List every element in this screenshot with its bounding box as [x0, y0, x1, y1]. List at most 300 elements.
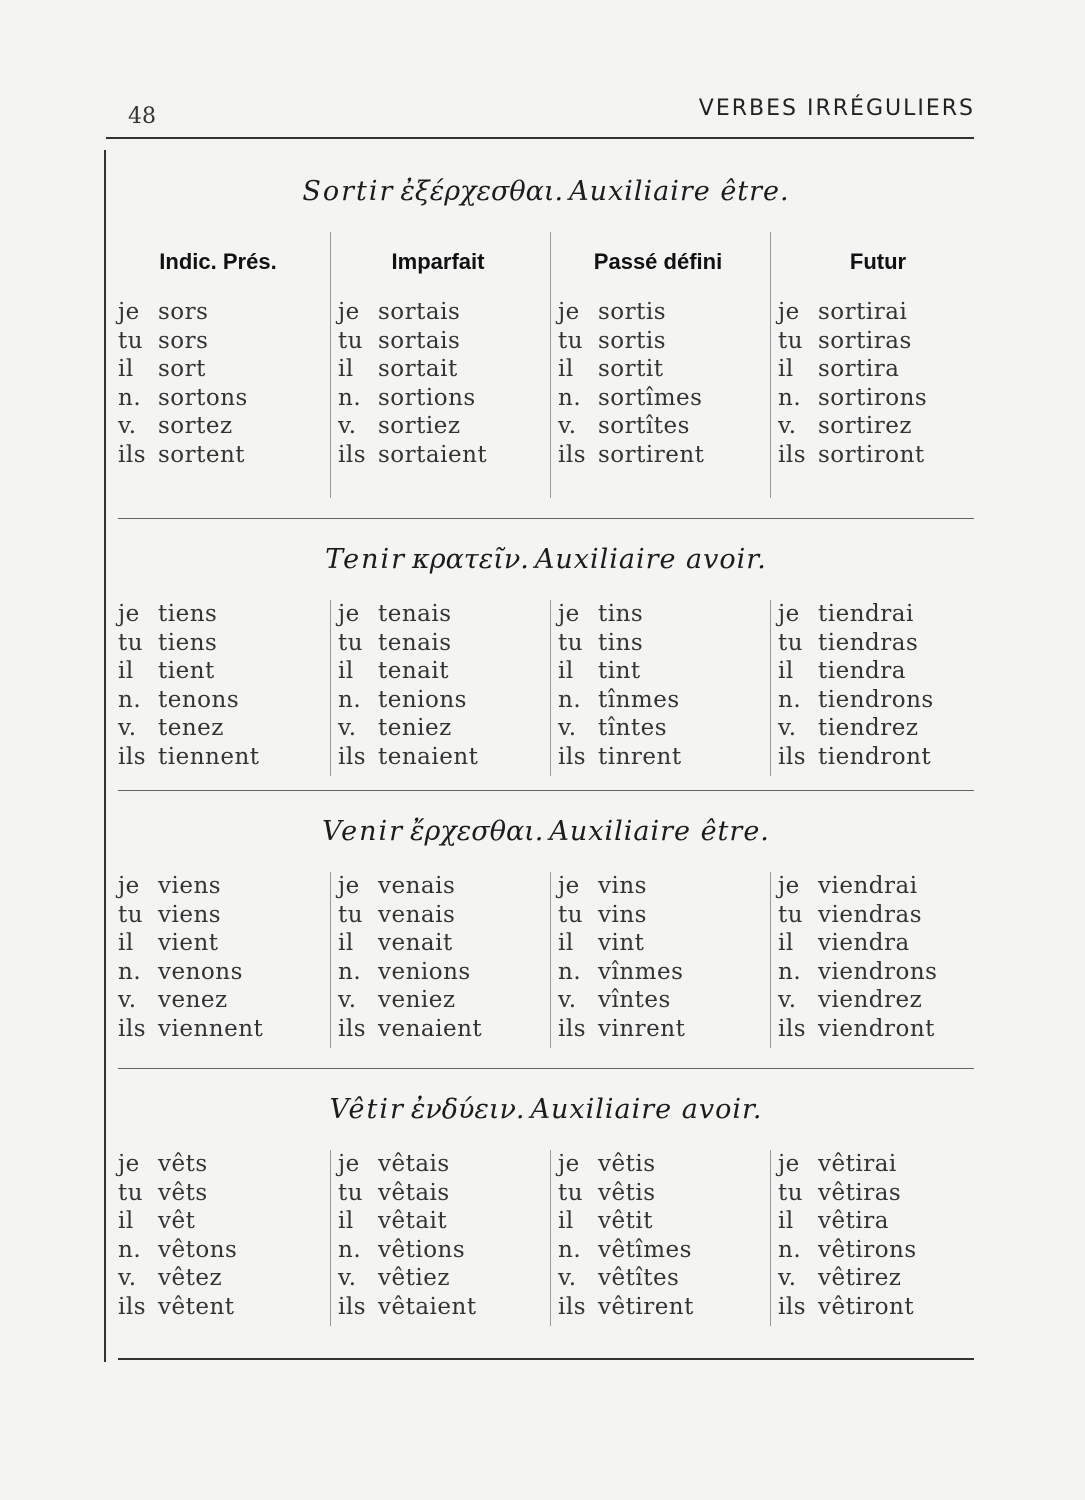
- tense-column: [558, 872, 758, 1043]
- conjugation-row: [118, 929, 318, 958]
- pronoun: ils: [778, 441, 807, 468]
- pronoun: n.: [338, 1236, 362, 1263]
- verb-form: sortions: [378, 384, 476, 411]
- verb-form: sort: [158, 356, 206, 382]
- conjugation-row: [338, 441, 538, 470]
- conjugation-row: [778, 743, 978, 772]
- pronoun: ils: [558, 1015, 587, 1042]
- conjugation-list: [338, 298, 538, 469]
- tense-column: [118, 1150, 318, 1321]
- pronoun: ils: [118, 743, 147, 770]
- conjugation-row: [338, 1207, 538, 1236]
- conjugation-row: [118, 1264, 318, 1293]
- verb-form: tins: [598, 629, 644, 656]
- verb-form: vêt: [158, 1208, 196, 1234]
- verb-form: vient: [158, 930, 219, 956]
- conjugation-row: [118, 872, 318, 901]
- verb-form: vêtîmes: [598, 1236, 692, 1263]
- conjugation-row: [778, 1207, 978, 1236]
- conjugation-row: [338, 901, 538, 930]
- tense-column: [778, 242, 978, 469]
- column-divider: [330, 232, 331, 498]
- tense-column: [778, 600, 978, 771]
- conjugation-list: [118, 600, 318, 771]
- tense-column: [338, 872, 538, 1043]
- pronoun: v.: [338, 715, 357, 741]
- column-header: Futur: [849, 249, 907, 274]
- conjugation-list: [778, 872, 978, 1043]
- conjugation-row: [558, 901, 758, 930]
- verb-form: vêtent: [158, 1293, 235, 1320]
- verb-form: tînmes: [598, 686, 680, 713]
- pronoun: il: [118, 930, 134, 956]
- verb-form: vint: [598, 930, 645, 956]
- greek-translation: ἐξέρχεσθαι.: [400, 176, 564, 207]
- conjugation-row: [558, 355, 758, 384]
- verb-form: tenais: [378, 629, 452, 656]
- conjugation-row: [118, 743, 318, 772]
- conjugation-row: [558, 327, 758, 356]
- column-header: Indic. Prés.: [159, 249, 277, 274]
- verb-form: tenons: [158, 686, 240, 713]
- pronoun: ils: [558, 743, 587, 770]
- conjugation-row: [778, 600, 978, 629]
- conjugation-list: [118, 1150, 318, 1321]
- header-rule: [106, 137, 974, 139]
- pronoun: v.: [118, 413, 137, 439]
- pronoun: tu: [338, 901, 364, 928]
- pronoun: v.: [338, 987, 357, 1013]
- conjugation-list: [778, 600, 978, 771]
- verb-form: sortirons: [818, 384, 928, 411]
- pronoun: il: [558, 658, 574, 684]
- frame-bottom-rule: [118, 1358, 974, 1360]
- pronoun: n.: [338, 958, 362, 985]
- pronoun: il: [118, 1208, 134, 1234]
- conjugation-row: [558, 1207, 758, 1236]
- pronoun: il: [558, 356, 574, 382]
- conjugation-row: [118, 1015, 318, 1044]
- conjugation-row: [778, 686, 978, 715]
- pronoun: ils: [778, 743, 807, 770]
- verb-form: teniez: [378, 715, 452, 741]
- tense-column: [338, 1150, 538, 1321]
- pronoun: tu: [118, 629, 144, 656]
- pronoun: je: [558, 601, 580, 627]
- conjugation-row: [558, 629, 758, 658]
- conjugation-row: [118, 1207, 318, 1236]
- verb-form: sortis: [598, 299, 667, 325]
- pronoun: tu: [778, 901, 804, 928]
- verb-form: viennent: [158, 1015, 264, 1042]
- conjugation-row: [338, 1293, 538, 1322]
- verb-form: venait: [378, 930, 453, 956]
- verb-form: tenez: [158, 715, 224, 741]
- tense-column: [118, 242, 318, 469]
- conjugation-row: [338, 714, 538, 743]
- conjugation-row: [338, 1179, 538, 1208]
- pronoun: n.: [118, 958, 142, 985]
- pronoun: n.: [558, 1236, 582, 1263]
- conjugation-row: [118, 958, 318, 987]
- verb-section-sortir: [106, 150, 986, 518]
- conjugation-list: [558, 1150, 758, 1321]
- column-divider: [550, 872, 551, 1048]
- pronoun: je: [778, 299, 800, 325]
- verb-form: sortons: [158, 384, 248, 411]
- conjugation-row: [118, 1150, 318, 1179]
- verb-form: tîntes: [598, 715, 668, 741]
- pronoun: n.: [338, 686, 362, 713]
- pronoun: tu: [558, 327, 584, 354]
- verb-name: Sortir: [302, 176, 395, 207]
- pronoun: je: [338, 299, 360, 325]
- verb-section-tenir: [106, 518, 986, 790]
- pronoun: ils: [118, 1293, 147, 1320]
- verb-form: viendras: [818, 901, 923, 928]
- verb-name: Tenir: [325, 544, 406, 575]
- pronoun: ils: [338, 441, 367, 468]
- verb-title: [106, 176, 986, 207]
- pronoun: il: [778, 1208, 794, 1234]
- pronoun: n.: [118, 1236, 142, 1263]
- conjugation-row: [338, 657, 538, 686]
- pronoun: ils: [778, 1293, 807, 1320]
- conjugation-row: [118, 384, 318, 413]
- verb-form: vêtiront: [818, 1293, 915, 1320]
- running-head: VERBES IRRÉGULIERS: [698, 96, 975, 121]
- conjugation-row: [558, 1264, 758, 1293]
- conjugation-row: [778, 958, 978, 987]
- verb-form: venaient: [378, 1015, 483, 1042]
- conjugation-row: [778, 657, 978, 686]
- verb-form: sortez: [158, 413, 233, 439]
- conjugation-row: [338, 384, 538, 413]
- verb-form: sortîtes: [598, 413, 690, 439]
- conjugation-row: [338, 298, 538, 327]
- verb-form: vêtais: [378, 1151, 450, 1177]
- tense-column: [558, 600, 758, 771]
- verb-form: vinrent: [598, 1015, 686, 1042]
- verb-title: [106, 816, 986, 847]
- conjugation-row: [118, 1293, 318, 1322]
- verb-form: viendrai: [818, 873, 918, 899]
- greek-translation: κρατεῖν.: [412, 544, 529, 575]
- verb-form: vêtirons: [818, 1236, 917, 1263]
- verb-section-vêtir: [106, 1068, 986, 1358]
- verb-form: sortaient: [378, 441, 488, 468]
- pronoun: ils: [118, 1015, 147, 1042]
- conjugation-row: [338, 327, 538, 356]
- column-divider: [330, 600, 331, 776]
- pronoun: ils: [118, 441, 147, 468]
- pronoun: v.: [778, 715, 797, 741]
- conjugation-row: [558, 298, 758, 327]
- auxiliary-note: Auxiliaire être.: [569, 176, 790, 207]
- verb-form: vêtiras: [818, 1179, 902, 1206]
- conjugation-row: [118, 1179, 318, 1208]
- verb-form: vêtirai: [818, 1151, 897, 1177]
- conjugation-row: [778, 872, 978, 901]
- verb-form: vêtit: [598, 1208, 653, 1234]
- verb-form: sors: [158, 299, 209, 325]
- conjugation-row: [338, 600, 538, 629]
- conjugation-row: [558, 657, 758, 686]
- pronoun: v.: [778, 413, 797, 439]
- pronoun: il: [778, 658, 794, 684]
- conjugation-list: [338, 600, 538, 771]
- verb-form: sortit: [598, 356, 664, 382]
- verb-form: veniez: [378, 987, 456, 1013]
- conjugation-row: [778, 355, 978, 384]
- verb-form: vêtirez: [818, 1265, 902, 1291]
- conjugation-row: [558, 872, 758, 901]
- conjugation-row: [778, 986, 978, 1015]
- tense-column: [338, 600, 538, 771]
- pronoun: ils: [558, 1293, 587, 1320]
- conjugation-row: [558, 1179, 758, 1208]
- conjugation-list: [118, 872, 318, 1043]
- conjugation-row: [558, 600, 758, 629]
- tense-column: [118, 600, 318, 771]
- column-divider: [770, 872, 771, 1048]
- verb-form: tiennent: [158, 743, 260, 770]
- auxiliary-note: Auxiliaire être.: [549, 816, 770, 847]
- pronoun: v.: [558, 413, 577, 439]
- column-header: Imparfait: [391, 249, 485, 274]
- column-divider: [770, 1150, 771, 1326]
- pronoun: tu: [118, 901, 144, 928]
- pronoun: n.: [778, 384, 802, 411]
- pronoun: il: [338, 356, 354, 382]
- pronoun: je: [118, 299, 140, 325]
- verb-form: sors: [158, 327, 209, 354]
- conjugation-row: [558, 384, 758, 413]
- pronoun: v.: [338, 413, 357, 439]
- column-divider: [550, 1150, 551, 1326]
- verb-name: Vêtir: [329, 1094, 405, 1125]
- pronoun: v.: [778, 1265, 797, 1291]
- pronoun: je: [338, 601, 360, 627]
- pronoun: je: [778, 1151, 800, 1177]
- section-divider: [118, 790, 974, 791]
- verb-form: viendront: [818, 1015, 935, 1042]
- verb-form: viendrez: [818, 987, 923, 1013]
- conjugation-row: [778, 629, 978, 658]
- column-divider: [550, 232, 551, 498]
- conjugation-row: [338, 1015, 538, 1044]
- pronoun: tu: [558, 901, 584, 928]
- conjugation-row: [118, 412, 318, 441]
- pronoun: je: [558, 1151, 580, 1177]
- verb-form: vins: [598, 901, 647, 928]
- verb-form: viens: [158, 901, 222, 928]
- tense-column: [778, 1150, 978, 1321]
- verb-form: tins: [598, 601, 644, 627]
- conjugation-row: [778, 1236, 978, 1265]
- conjugation-row: [558, 929, 758, 958]
- verb-form: sortirez: [818, 413, 912, 439]
- pronoun: il: [338, 1208, 354, 1234]
- verb-form: tiendrons: [818, 686, 934, 713]
- verb-form: tenais: [378, 601, 452, 627]
- pronoun: il: [118, 356, 134, 382]
- conjugation-row: [558, 986, 758, 1015]
- pronoun: il: [338, 658, 354, 684]
- verb-form: viens: [158, 873, 222, 899]
- conjugation-row: [118, 901, 318, 930]
- verb-form: vîntes: [598, 987, 671, 1013]
- conjugation-row: [558, 714, 758, 743]
- conjugation-row: [778, 441, 978, 470]
- conjugation-row: [338, 1236, 538, 1265]
- conjugation-row: [118, 686, 318, 715]
- column-divider: [330, 1150, 331, 1326]
- verb-form: tenaient: [378, 743, 479, 770]
- pronoun: tu: [778, 1179, 804, 1206]
- verb-title: [106, 544, 986, 575]
- conjugation-row: [558, 686, 758, 715]
- conjugation-row: [338, 743, 538, 772]
- conjugation-row: [778, 384, 978, 413]
- column-divider: [550, 600, 551, 776]
- pronoun: tu: [118, 1179, 144, 1206]
- verb-form: sortira: [818, 356, 900, 382]
- verb-form: sortiront: [818, 441, 925, 468]
- pronoun: je: [118, 873, 140, 899]
- conjugation-row: [118, 298, 318, 327]
- conjugation-frame: [104, 150, 986, 1362]
- pronoun: il: [778, 356, 794, 382]
- pronoun: je: [778, 873, 800, 899]
- verb-form: viendrons: [818, 958, 938, 985]
- tense-column: [558, 242, 758, 469]
- conjugation-list: [558, 600, 758, 771]
- pronoun: v.: [778, 987, 797, 1013]
- verb-form: sortais: [378, 299, 461, 325]
- verb-form: vêtez: [158, 1265, 223, 1291]
- verb-form: tient: [158, 658, 215, 684]
- verb-form: vêtirent: [598, 1293, 694, 1320]
- conjugation-row: [778, 1264, 978, 1293]
- conjugation-row: [558, 1015, 758, 1044]
- conjugation-row: [118, 441, 318, 470]
- pronoun: v.: [118, 715, 137, 741]
- conjugation-row: [338, 1150, 538, 1179]
- conjugation-row: [118, 657, 318, 686]
- pronoun: il: [118, 658, 134, 684]
- conjugation-row: [778, 1150, 978, 1179]
- conjugation-row: [778, 412, 978, 441]
- verb-form: vêtons: [158, 1236, 238, 1263]
- pronoun: n.: [118, 384, 142, 411]
- verb-form: tint: [598, 658, 641, 684]
- verb-form: sortait: [378, 356, 458, 382]
- tense-column: [338, 242, 538, 469]
- column-divider: [770, 232, 771, 498]
- conjugation-row: [778, 327, 978, 356]
- pronoun: n.: [558, 958, 582, 985]
- conjugation-list: [558, 872, 758, 1043]
- conjugation-row: [558, 1293, 758, 1322]
- conjugation-row: [118, 600, 318, 629]
- verb-form: tiendrez: [818, 715, 919, 741]
- pronoun: il: [778, 930, 794, 956]
- conjugation-row: [118, 629, 318, 658]
- conjugation-row: [778, 714, 978, 743]
- pronoun: je: [778, 601, 800, 627]
- verb-form: tinrent: [598, 743, 682, 770]
- verb-form: tenait: [378, 658, 449, 684]
- conjugation-list: [558, 298, 758, 469]
- greek-translation: ἐνδύειν.: [410, 1094, 525, 1125]
- pronoun: v.: [558, 1265, 577, 1291]
- pronoun: n.: [558, 686, 582, 713]
- verb-section-venir: [106, 790, 986, 1068]
- conjugation-row: [338, 412, 538, 441]
- verb-form: viendra: [818, 930, 910, 956]
- pronoun: tu: [338, 327, 364, 354]
- pronoun: tu: [558, 629, 584, 656]
- column-divider: [330, 872, 331, 1048]
- pronoun: v.: [558, 715, 577, 741]
- verb-form: sortirent: [598, 441, 705, 468]
- verb-form: vins: [598, 873, 647, 899]
- verb-form: sortis: [598, 327, 667, 354]
- verb-form: venons: [158, 958, 243, 985]
- pronoun: v.: [118, 1265, 137, 1291]
- column-divider: [770, 600, 771, 776]
- conjugation-row: [118, 714, 318, 743]
- verb-form: tiens: [158, 629, 218, 656]
- conjugation-row: [558, 1236, 758, 1265]
- conjugation-row: [338, 629, 538, 658]
- pronoun: je: [118, 601, 140, 627]
- section-divider: [118, 518, 974, 519]
- pronoun: je: [338, 1151, 360, 1177]
- pronoun: v.: [338, 1265, 357, 1291]
- conjugation-row: [338, 872, 538, 901]
- pronoun: je: [558, 299, 580, 325]
- conjugation-row: [338, 986, 538, 1015]
- section-divider: [118, 1068, 974, 1069]
- pronoun: n.: [338, 384, 362, 411]
- conjugation-row: [778, 901, 978, 930]
- conjugation-row: [338, 958, 538, 987]
- conjugation-row: [778, 298, 978, 327]
- pronoun: je: [338, 873, 360, 899]
- verb-name: Venir: [322, 816, 405, 847]
- verb-form: sortiras: [818, 327, 912, 354]
- verb-form: venais: [378, 901, 456, 928]
- verb-form: sortirai: [818, 299, 908, 325]
- conjugation-list: [338, 872, 538, 1043]
- pronoun: ils: [558, 441, 587, 468]
- pronoun: tu: [338, 629, 364, 656]
- verb-form: vêtiez: [378, 1265, 450, 1291]
- conjugation-row: [338, 1264, 538, 1293]
- verb-form: vêtira: [818, 1208, 889, 1234]
- conjugation-row: [778, 1293, 978, 1322]
- verb-form: sortîmes: [598, 384, 703, 411]
- conjugation-row: [558, 441, 758, 470]
- page-number: 48: [128, 104, 156, 129]
- pronoun: il: [558, 930, 574, 956]
- auxiliary-note: Auxiliaire avoir.: [534, 544, 767, 575]
- verb-form: tiendra: [818, 658, 906, 684]
- pronoun: je: [118, 1151, 140, 1177]
- verb-form: venions: [378, 958, 471, 985]
